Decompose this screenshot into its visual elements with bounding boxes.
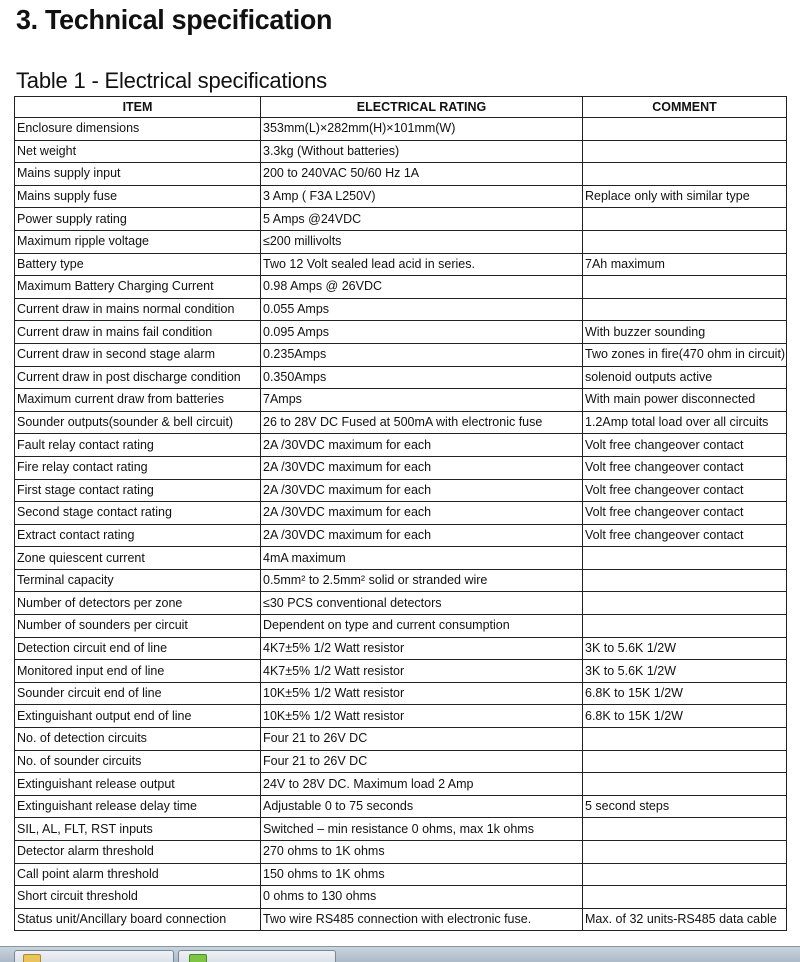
comment-cell: With main power disconnected bbox=[583, 389, 787, 412]
table-caption: Table 1 - Electrical specifications bbox=[16, 68, 327, 93]
item-cell: Extinguishant output end of line bbox=[15, 705, 261, 728]
table-row bbox=[15, 434, 787, 457]
table-row bbox=[15, 773, 787, 796]
item-cell: Fault relay contact rating bbox=[15, 434, 261, 457]
item-cell: Sounder outputs(sounder & bell circuit) bbox=[15, 411, 261, 434]
table-row bbox=[15, 795, 787, 818]
table-row bbox=[15, 637, 787, 660]
table-row bbox=[15, 230, 787, 253]
item-cell: Battery type bbox=[15, 253, 261, 276]
item-cell: Detector alarm threshold bbox=[15, 841, 261, 864]
table-row bbox=[15, 185, 787, 208]
comment-cell: Volt free changeover contact bbox=[583, 524, 787, 547]
table-row bbox=[15, 728, 787, 751]
rating-cell: 0.055 Amps bbox=[261, 298, 583, 321]
table-row bbox=[15, 208, 787, 231]
comment-cell: Replace only with similar type bbox=[583, 185, 787, 208]
item-cell: Status unit/Ancillary board connection bbox=[15, 908, 261, 931]
item-cell: Maximum Battery Charging Current bbox=[15, 276, 261, 299]
table-row bbox=[15, 411, 787, 434]
comment-cell: 7Ah maximum bbox=[583, 253, 787, 276]
comment-cell bbox=[583, 615, 787, 638]
item-cell: Call point alarm threshold bbox=[15, 863, 261, 886]
item-cell: Second stage contact rating bbox=[15, 502, 261, 525]
comment-cell bbox=[583, 569, 787, 592]
item-cell: Terminal capacity bbox=[15, 569, 261, 592]
comment-cell bbox=[583, 818, 787, 841]
item-cell: Current draw in mains fail condition bbox=[15, 321, 261, 344]
rating-cell: 4K7±5% 1/2 Watt resistor bbox=[261, 637, 583, 660]
rating-cell: 10K±5% 1/2 Watt resistor bbox=[261, 705, 583, 728]
section-heading: 3. Technical specification bbox=[16, 4, 333, 35]
table-row bbox=[15, 502, 787, 525]
item-cell: Current draw in post discharge condition bbox=[15, 366, 261, 389]
rating-cell: 270 ohms to 1K ohms bbox=[261, 841, 583, 864]
taskbar-button-app[interactable] bbox=[178, 950, 336, 962]
table-row bbox=[15, 750, 787, 773]
item-cell: Net weight bbox=[15, 140, 261, 163]
rating-cell: Four 21 to 26V DC bbox=[261, 728, 583, 751]
item-cell: Detection circuit end of line bbox=[15, 637, 261, 660]
rating-cell: Adjustable 0 to 75 seconds bbox=[261, 795, 583, 818]
item-cell: Extract contact rating bbox=[15, 524, 261, 547]
rating-cell: 2A /30VDC maximum for each bbox=[261, 524, 583, 547]
table-row bbox=[15, 863, 787, 886]
comment-cell bbox=[583, 163, 787, 186]
item-cell: Fire relay contact rating bbox=[15, 456, 261, 479]
table-header-row bbox=[15, 97, 787, 118]
header-electrical-rating: ELECTRICAL RATING bbox=[261, 97, 583, 118]
rating-cell: 150 ohms to 1K ohms bbox=[261, 863, 583, 886]
rating-cell: 24V to 28V DC. Maximum load 2 Amp bbox=[261, 773, 583, 796]
comment-cell bbox=[583, 886, 787, 909]
comment-cell bbox=[583, 547, 787, 570]
rating-cell: 2A /30VDC maximum for each bbox=[261, 479, 583, 502]
table-row bbox=[15, 841, 787, 864]
comment-cell: With buzzer sounding bbox=[583, 321, 787, 344]
table-row bbox=[15, 321, 787, 344]
rating-cell: ≤30 PCS conventional detectors bbox=[261, 592, 583, 615]
comment-cell: Two zones in fire(470 ohm in circuit) bbox=[583, 343, 787, 366]
rating-cell: 3.3kg (Without batteries) bbox=[261, 140, 583, 163]
rating-cell: 26 to 28V DC Fused at 500mA with electronic fuse bbox=[261, 411, 583, 434]
rating-cell: 10K±5% 1/2 Watt resistor bbox=[261, 682, 583, 705]
rating-cell: 0.98 Amps @ 26VDC bbox=[261, 276, 583, 299]
comment-cell bbox=[583, 728, 787, 751]
comment-cell bbox=[583, 276, 787, 299]
table-row bbox=[15, 253, 787, 276]
table-row bbox=[15, 592, 787, 615]
item-cell: Maximum current draw from batteries bbox=[15, 389, 261, 412]
comment-cell: Max. of 32 units-RS485 data cable bbox=[583, 908, 787, 931]
table-row bbox=[15, 343, 787, 366]
rating-cell: Switched – min resistance 0 ohms, max 1k ohms bbox=[261, 818, 583, 841]
comment-cell: solenoid outputs active bbox=[583, 366, 787, 389]
comment-cell: 6.8K to 15K 1/2W bbox=[583, 682, 787, 705]
rating-cell: 3 Amp ( F3A L250V) bbox=[261, 185, 583, 208]
comment-cell: Volt free changeover contact bbox=[583, 434, 787, 457]
rating-cell: 0 ohms to 130 ohms bbox=[261, 886, 583, 909]
item-cell: Number of sounders per circuit bbox=[15, 615, 261, 638]
comment-cell: 3K to 5.6K 1/2W bbox=[583, 637, 787, 660]
item-cell: No. of sounder circuits bbox=[15, 750, 261, 773]
comment-cell: 6.8K to 15K 1/2W bbox=[583, 705, 787, 728]
table-row bbox=[15, 163, 787, 186]
rating-cell: 2A /30VDC maximum for each bbox=[261, 456, 583, 479]
item-cell: Number of detectors per zone bbox=[15, 592, 261, 615]
table-row bbox=[15, 615, 787, 638]
table-row bbox=[15, 908, 787, 931]
rating-cell: 2A /30VDC maximum for each bbox=[261, 502, 583, 525]
comment-cell: 3K to 5.6K 1/2W bbox=[583, 660, 787, 683]
rating-cell: Two wire RS485 connection with electronic fuse. bbox=[261, 908, 583, 931]
comment-cell bbox=[583, 750, 787, 773]
comment-cell bbox=[583, 773, 787, 796]
table-row bbox=[15, 366, 787, 389]
table-row bbox=[15, 389, 787, 412]
table-row bbox=[15, 456, 787, 479]
table-row bbox=[15, 547, 787, 570]
item-cell: Sounder circuit end of line bbox=[15, 682, 261, 705]
table-row bbox=[15, 660, 787, 683]
comment-cell bbox=[583, 863, 787, 886]
comment-cell: Volt free changeover contact bbox=[583, 456, 787, 479]
item-cell: Extinguishant release output bbox=[15, 773, 261, 796]
comment-cell bbox=[583, 208, 787, 231]
rating-cell: Four 21 to 26V DC bbox=[261, 750, 583, 773]
item-cell: Mains supply input bbox=[15, 163, 261, 186]
folder-icon bbox=[23, 954, 41, 962]
table-row bbox=[15, 140, 787, 163]
table-row bbox=[15, 818, 787, 841]
table-row bbox=[15, 569, 787, 592]
rating-cell: 4K7±5% 1/2 Watt resistor bbox=[261, 660, 583, 683]
rating-cell: 0.235Amps bbox=[261, 343, 583, 366]
item-cell: Current draw in second stage alarm bbox=[15, 343, 261, 366]
table-row bbox=[15, 276, 787, 299]
rating-cell: ≤200 millivolts bbox=[261, 230, 583, 253]
item-cell: No. of detection circuits bbox=[15, 728, 261, 751]
taskbar-button-folder[interactable] bbox=[14, 950, 174, 962]
taskbar bbox=[0, 946, 800, 962]
item-cell: Power supply rating bbox=[15, 208, 261, 231]
item-cell: Monitored input end of line bbox=[15, 660, 261, 683]
rating-cell: 200 to 240VAC 50/60 Hz 1A bbox=[261, 163, 583, 186]
table-row bbox=[15, 298, 787, 321]
table-body bbox=[15, 118, 787, 931]
rating-cell: 0.095 Amps bbox=[261, 321, 583, 344]
comment-cell bbox=[583, 118, 787, 141]
app-icon bbox=[189, 954, 207, 962]
rating-cell: 353mm(L)×282mm(H)×101mm(W) bbox=[261, 118, 583, 141]
item-cell: SIL, AL, FLT, RST inputs bbox=[15, 818, 261, 841]
item-cell: Mains supply fuse bbox=[15, 185, 261, 208]
table-row bbox=[15, 886, 787, 909]
rating-cell: 2A /30VDC maximum for each bbox=[261, 434, 583, 457]
comment-cell: Volt free changeover contact bbox=[583, 479, 787, 502]
rating-cell: 0.350Amps bbox=[261, 366, 583, 389]
comment-cell: 5 second steps bbox=[583, 795, 787, 818]
item-cell: Current draw in mains normal condition bbox=[15, 298, 261, 321]
header-item: ITEM bbox=[15, 97, 261, 118]
comment-cell bbox=[583, 230, 787, 253]
table-row bbox=[15, 524, 787, 547]
comment-cell bbox=[583, 841, 787, 864]
rating-cell: 7Amps bbox=[261, 389, 583, 412]
table-row bbox=[15, 479, 787, 502]
comment-cell bbox=[583, 140, 787, 163]
item-cell: Maximum ripple voltage bbox=[15, 230, 261, 253]
rating-cell: Dependent on type and current consumption bbox=[261, 615, 583, 638]
item-cell: Extinguishant release delay time bbox=[15, 795, 261, 818]
rating-cell: 5 Amps @24VDC bbox=[261, 208, 583, 231]
comment-cell bbox=[583, 592, 787, 615]
comment-cell: Volt free changeover contact bbox=[583, 502, 787, 525]
table-row bbox=[15, 682, 787, 705]
header-comment: COMMENT bbox=[583, 97, 787, 118]
table-row bbox=[15, 118, 787, 141]
item-cell: Zone quiescent current bbox=[15, 547, 261, 570]
electrical-spec-table bbox=[14, 96, 787, 931]
comment-cell: 1.2Amp total load over all circuits bbox=[583, 411, 787, 434]
item-cell: Short circuit threshold bbox=[15, 886, 261, 909]
table-row bbox=[15, 705, 787, 728]
item-cell: Enclosure dimensions bbox=[15, 118, 261, 141]
rating-cell: 0.5mm² to 2.5mm² solid or stranded wire bbox=[261, 569, 583, 592]
rating-cell: Two 12 Volt sealed lead acid in series. bbox=[261, 253, 583, 276]
item-cell: First stage contact rating bbox=[15, 479, 261, 502]
comment-cell bbox=[583, 298, 787, 321]
rating-cell: 4mA maximum bbox=[261, 547, 583, 570]
